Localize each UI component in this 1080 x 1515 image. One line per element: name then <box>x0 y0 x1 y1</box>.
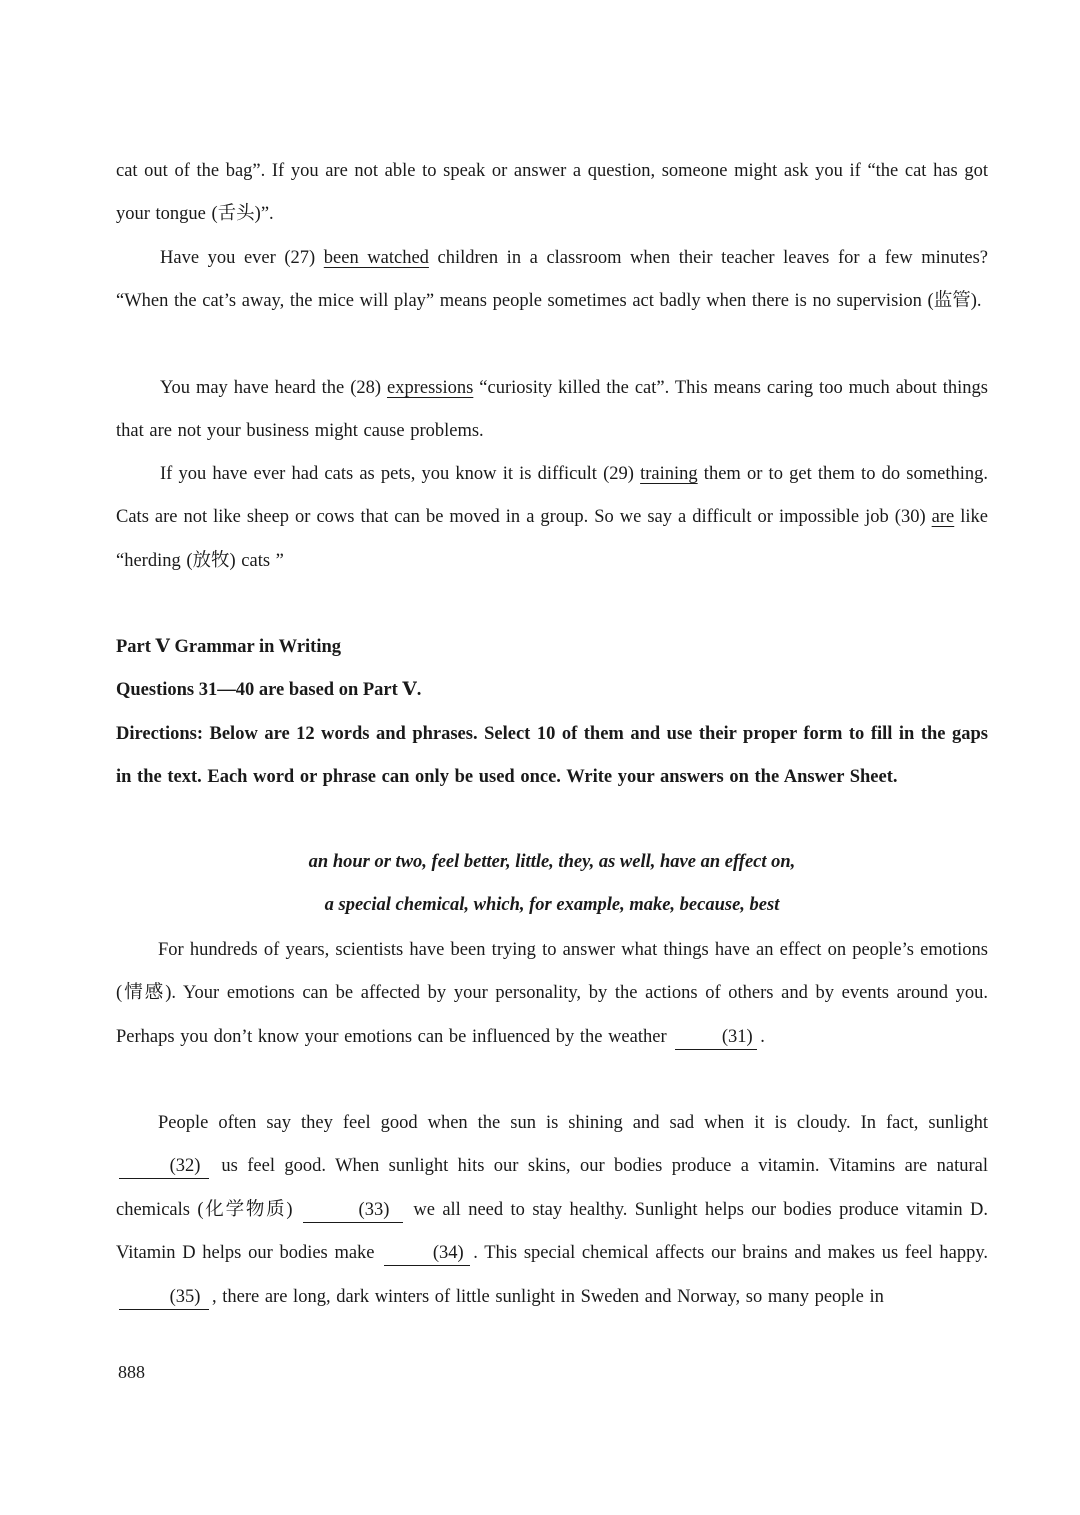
marked-answer-27: been watched <box>323 248 429 268</box>
page-number: 888 <box>118 1362 145 1382</box>
paragraph-q29-q30: If you have ever had cats as pets, you know it is difficult (29) training them or to get them to do something. Cats are not like sheep or cows that can be moved in a group. So we say a difficult or impossible job (30) are like “herding (放牧) cats ” <box>116 464 988 571</box>
paragraph-sunlight: People often say they feel good when the sun is shining and sad when it is cloudy. In fact, sunlight (32) us feel good. When sunlight hits our skins, our bodies produce a vitamin. Vitamins are natural chemicals (化学物质) (33) we all need to stay healthy. Sunlight helps our bodies produce vitamin D. Vitamin D helps our bodies make (34) . This special chemical affects our brains and makes us feel happy. (35) , there are long, dark winters of little sunlight in Sweden and Norway, so many people in <box>116 1102 988 1319</box>
paragraph-emotions: For hundreds of years, scientists have been trying to answer what things have an effect on people’s emotions (情感). Your emotions can be affected by your personality, by the actions of others and by events around you. Perhaps you don’t know your emotions can be influenced by the weather (31) . <box>116 929 988 1059</box>
paragraph-q27: Have you ever (27) been watched children in a classroom when their teacher leaves for a few minutes? “When the cat’s away, the mice will play” means people sometimes act badly when there is no supervision (监管). <box>116 248 988 312</box>
part-five-title: Part Ⅴ Grammar in Writing <box>116 637 342 657</box>
questions-range: Questions 31—40 are based on Part Ⅴ. <box>116 680 422 700</box>
word-bank-line-2: a special chemical, which, for example, make, because, best <box>324 895 780 915</box>
blank-31: (31) <box>675 1026 757 1050</box>
blank-32: (32) <box>119 1155 209 1179</box>
marked-answer-28: expressions <box>387 378 474 398</box>
blank-35: (35) <box>119 1286 209 1310</box>
blank-33: (33) <box>303 1199 403 1223</box>
paragraph-cat-out-of-bag: cat out of the bag”. If you are not able to speak or answer a question, someone might ask you if “the cat has got your tongue (舌头)”. <box>116 161 988 225</box>
paragraph-q28: You may have heard the (28) expressions “curiosity killed the cat”. This means caring too much about things that are not your business might cause problems. <box>116 378 988 442</box>
word-bank-line-1: an hour or two, feel better, little, they, as well, have an effect on, <box>308 852 796 872</box>
marked-answer-29: training <box>640 464 698 484</box>
blank-34: (34) <box>384 1242 470 1266</box>
marked-answer-30: are <box>931 507 955 528</box>
directions: Directions: Below are 12 words and phrases. Select 10 of them and use their proper form to fill in the gaps in the text. Each word or phrase can only be used once. Write your answers on the Answer Sheet. <box>116 724 988 788</box>
